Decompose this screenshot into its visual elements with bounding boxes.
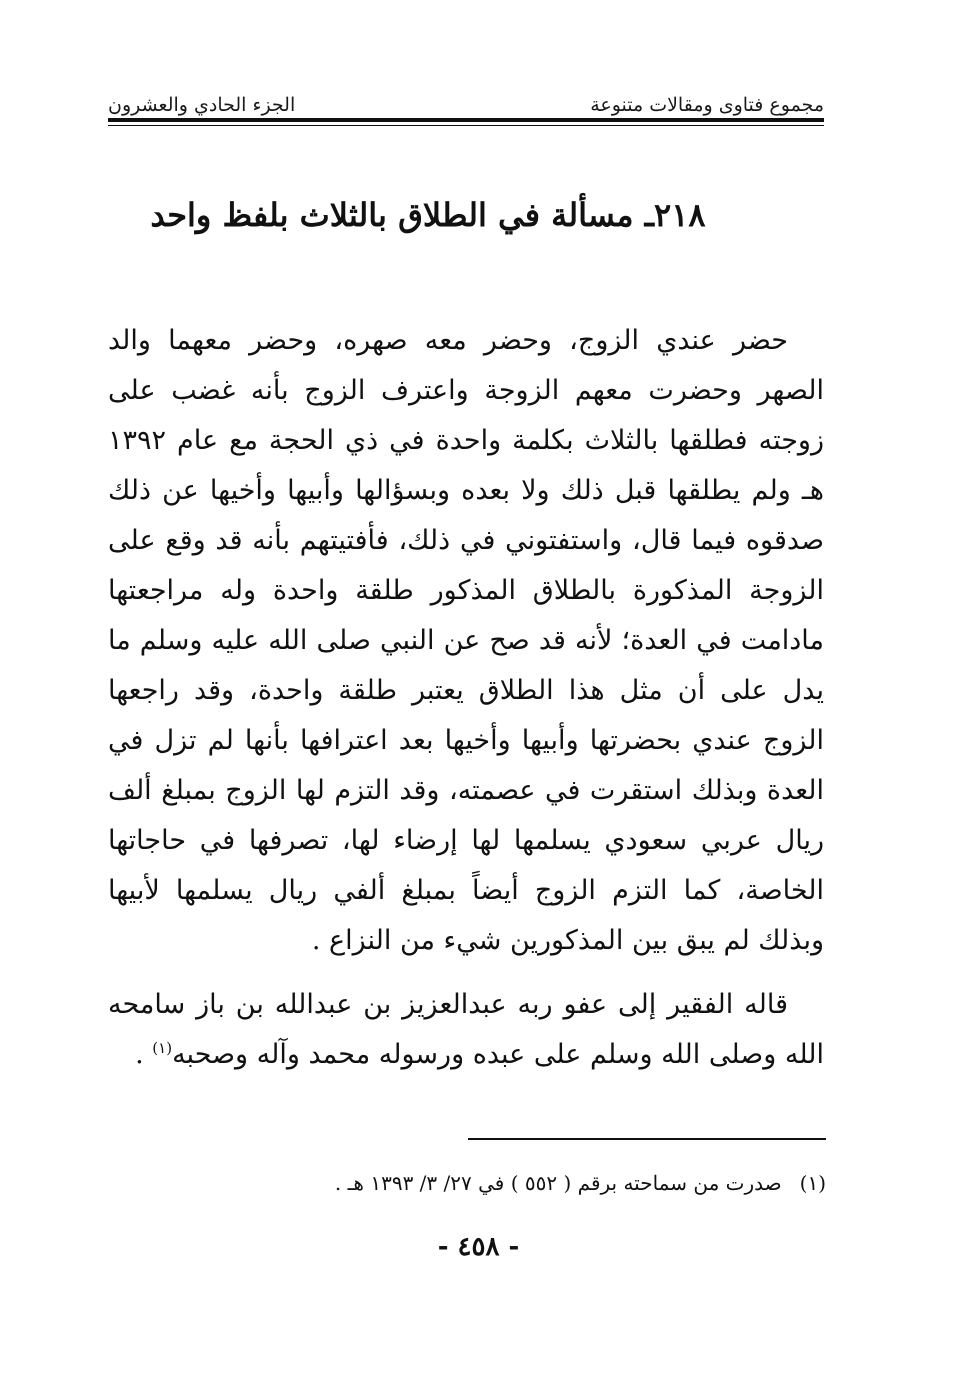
header-rule-thin <box>108 125 824 126</box>
volume-label: الجزء الحادي والعشرون <box>108 94 296 116</box>
page-number: - ٤٥٨ - <box>437 1232 520 1262</box>
paragraph-fatwa: حضر عندي الزوج، وحضر معه صهره، وحضر معهما والد الصهر وحضرت معهم الزوجة واعترف الزوج بأنه غضب على زوجته فطلقها بالثلاث بكلمة واحدة في ذي الحجة مع عام ١٣٩٢ هـ ولم يطلقها قبل ذلك ولا بعده وبسؤالها وأبيها وأخيها عن ذلك صدقوه فيما قال، واستفتوني في ذلك، فأفتيتهم بأنه قد وقع على الزوجة المذكورة بالطلاق المذكور طلقة واحدة وله مراجعتها مادامت في العدة؛ لأنه قد صح عن النبي صلى الله عليه وسلم ما يدل على أن مثل هذا الطلاق يعتبر طلقة واحدة، وقد راجعها الزوج عندي بحضرتها وأبيها وأخيها بعد اعترافها بأنها لم تزل في العدة وبذلك استقرت في عصمته، وقد التزم لها الزوج بمبلغ ألف ريال عربي سعودي يسلمها لها إرضاء لها، تصرفها في حاجاتها الخاصة، كما التزم الزوج أيضاً بمبلغ ألفي ريال يسلمها لأبيها وبذلك لم يبق بين المذكورين شيء من النزاع . <box>108 325 824 956</box>
article-body <box>108 316 824 1080</box>
article-title: ٢١٨ـ مسألة في الطلاق بالثلاث بلفظ واحد <box>150 196 706 234</box>
footnote-rule <box>468 1138 826 1140</box>
footnote-reference[interactable]: (١) <box>152 1039 173 1057</box>
paragraph-signature <box>108 980 824 1080</box>
signature-text: قاله الفقير إلى عفو ربه عبدالعزيز بن عبدالله بن باز سامحه الله وصلى الله وسلم على عبده ورسوله محمد وآله وصحبه <box>108 989 824 1070</box>
header-rule-thick <box>108 118 824 122</box>
footnote-marker: (١) <box>799 1171 826 1195</box>
signature-end: . <box>135 1039 153 1070</box>
running-header <box>108 84 824 116</box>
footnote <box>200 1168 826 1198</box>
footnote-text: صدرت من سماحته برقم ( ٥٥٢ ) في ٢٧/ ٣/ ١٣٩٣ هـ . <box>334 1171 782 1195</box>
book-title: مجموع فتاوى ومقالات متنوعة <box>590 94 824 116</box>
